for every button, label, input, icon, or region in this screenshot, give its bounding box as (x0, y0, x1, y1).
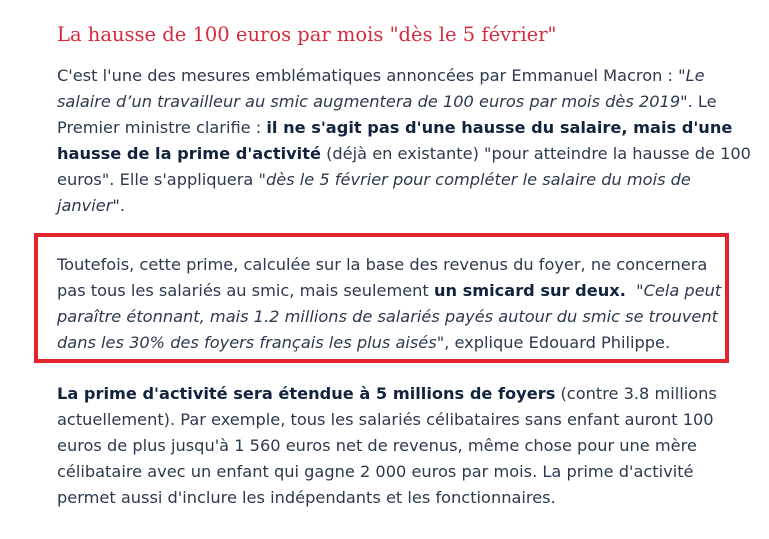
paragraph-line: Toutefois, cette prime, calculée sur la base des revenus du foyer, ne concernera (57, 255, 708, 274)
section-heading: La hausse de 100 euros par mois "dès le 5 février" (57, 23, 557, 46)
paragraph-line: La prime d'activité sera étendue à 5 millions de foyers (contre 3.8 millions (57, 384, 717, 403)
paragraph-line: hausse de la prime d'activité (déjà en existante) "pour atteindre la hausse de 100 (57, 144, 751, 163)
paragraph-line: actuellement). Par exemple, tous les salariés célibataires sans enfant auront 100 (57, 410, 714, 429)
paragraph-line: euros". Elle s'appliquera "dès le 5 février pour compléter le salaire du mois de (57, 170, 691, 189)
paragraph-line: pas tous les salariés au smic, mais seulement un smicard sur deux. "Cela peut (57, 281, 722, 300)
paragraph-line: paraître étonnant, mais 1.2 millions de salariés payés autour du smic se trouvent (57, 307, 718, 326)
paragraph-macron-announcement (57, 63, 751, 219)
paragraph-line: dans les 30% des foyers français les plus aisés", explique Edouard Philippe. (57, 333, 671, 352)
paragraph-line: C'est l'une des mesures emblématiques annoncées par Emmanuel Macron : "Le (57, 66, 705, 85)
paragraph-line: janvier". (57, 196, 125, 215)
paragraph-line: célibataire avec un enfant qui gagne 2 000 euros par mois. La prime d'activité (57, 462, 694, 481)
paragraph-highlighted-smicard (57, 252, 721, 356)
paragraph-line: salaire d’un travailleur au smic augmentera de 100 euros par mois dès 2019". Le (57, 92, 717, 111)
paragraph-prime-extension (57, 381, 717, 511)
paragraph-line: euros de plus jusqu'à 1 560 euros net de revenus, même chose pour une mère (57, 436, 697, 455)
paragraph-line: Premier ministre clarifie : il ne s'agit pas d'une hausse du salaire, mais d'une (57, 118, 733, 137)
paragraph-line: permet aussi d'inclure les indépendants et les fonctionnaires. (57, 488, 556, 507)
